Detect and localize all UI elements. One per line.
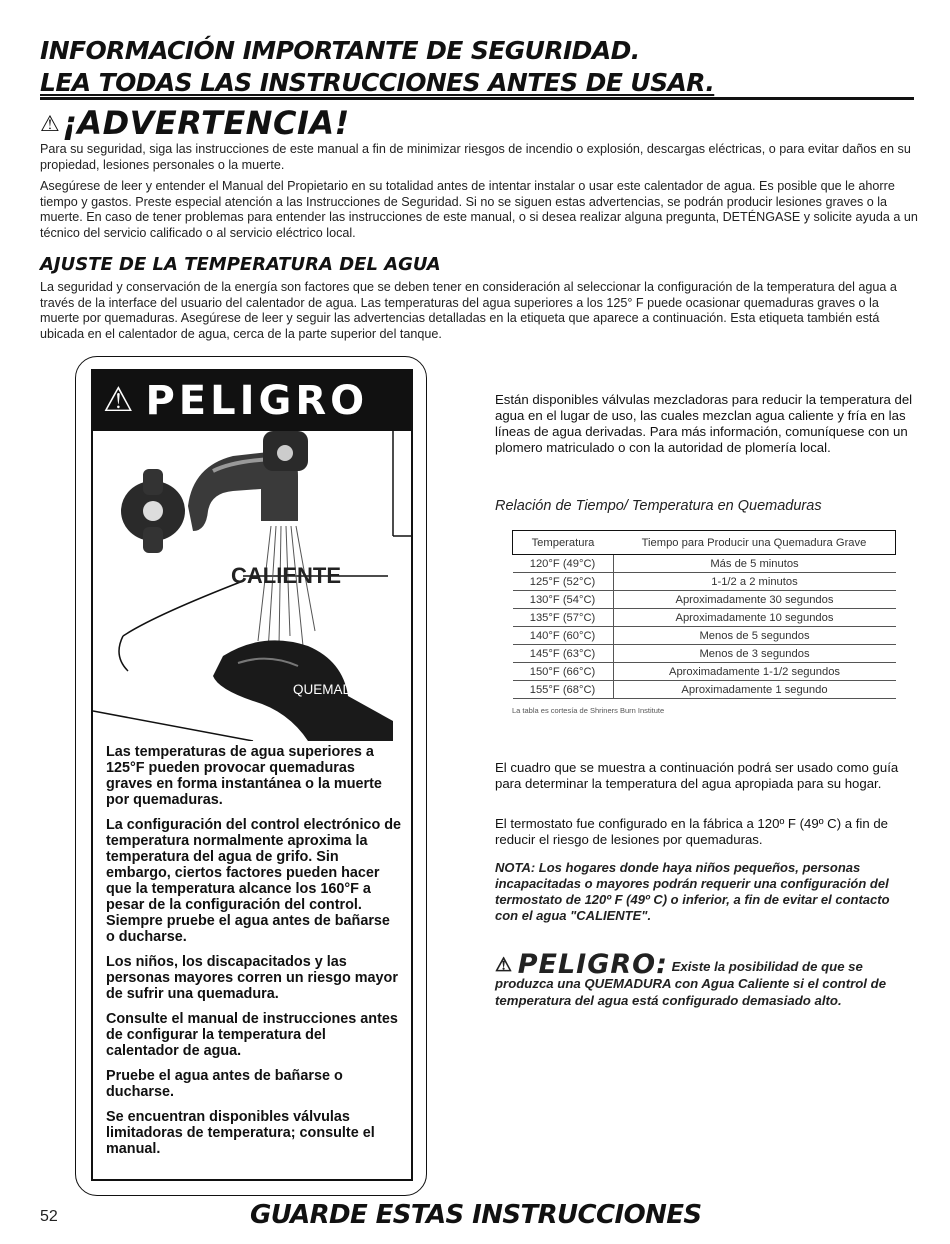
danger-triangle-icon: ⚠ [103,380,138,420]
danger-paragraph: La configuración del control electrónico de temperatura normalmente aproxima la temperatura del agua de grifo. Sin embargo, ciertos factores pueden hacer que la temperatura alcance los 160°F a pesar de la configuración del control. Siempre pruebe el agua antes de bañarse o ducharse. [106,817,402,945]
cell-temperature: 120°F (49°C) [513,555,614,573]
warning-title-text: ¡ADVERTENCIA! [62,104,350,142]
cell-time: Menos de 5 segundos [613,627,896,645]
cell-temperature: 130°F (54°C) [513,591,614,609]
footer-title: GUARDE ESTAS INSTRUCCIONES [250,1200,702,1230]
cell-time: 1-1/2 a 2 minutos [613,573,896,591]
warning-triangle-icon: ⚠ [40,112,61,137]
page-number: 52 [40,1208,58,1225]
thermostat-paragraph: El termostato fue configurado en la fábrica a 120º F (49º C) a fin de reducir el riesgo de lesiones por quemaduras. [495,816,889,847]
cell-time: Aproximadamente 1 segundo [613,681,896,699]
cell-temperature: 150°F (66°C) [513,663,614,681]
warning-title [40,104,350,147]
hot-label: CALIENTE [231,563,341,588]
cell-temperature: 125°F (52°C) [513,573,614,591]
cell-time: Menos de 3 segundos [613,645,896,663]
danger-paragraph: Las temperaturas de agua superiores a 125°F pueden provocar quemaduras graves en forma instantánea o la muerte por quemaduras. [106,744,382,808]
cell-temperature: 155°F (68°C) [513,681,614,699]
burn-time-table [512,530,896,699]
danger-paragraph: Los niños, los discapacitados y las personas mayores corren un riesgo mayor de sufrir una quemadura. [106,954,398,1002]
danger-paragraph: Consulte el manual de instrucciones antes de configurar la temperatura del calentador de agua. [106,1011,398,1059]
danger-paragraph: Se encuentran disponibles válvulas limitadoras de temperatura; consulte el manual. [106,1109,375,1157]
danger-banner [93,371,411,431]
burns-label: QUEMADURAS [293,682,390,697]
right-valve-icon [263,431,308,471]
table-title: Relación de Tiempo/ Temperatura en Quemaduras [495,498,822,514]
faucet-hand-illustration [93,431,411,741]
danger-banner-text: PELIGRO [145,378,369,424]
header-time: Tiempo para Producir una Quemadura Grave [613,531,896,555]
guide-paragraph: El cuadro que se muestra a continuación podrá ser usado como guía para determinar la temperatura del agua apropiada para su hogar. [495,760,899,791]
header-temperature: Temperatura [513,531,614,555]
table-row [513,627,896,645]
left-valve-icon [121,469,185,553]
table-row [513,555,896,573]
temperature-paragraph: La seguridad y conservación de la energía son factores que se deben tener en consideración al seleccionar la configuración de la temperatura del agua a través de la interface del usuario del calentador de agua. Las temperaturas del agua superiores a los 125° F puede ocasionar quemaduras graves o la muerte por quemaduras. Asegúrese de leer y seguir las advertencias detalladas en la etiqueta que aparece a continuación. Esta etiqueta también está ubicada en el calentador de agua, cerca de la parte superior del tanque. [40,280,897,341]
table-credit: La tabla es cortesía de Shriners Burn Institute [512,706,665,715]
table-header-row [513,531,896,555]
table-row [513,591,896,609]
danger-note-heading: PELIGRO: [517,949,668,980]
table-row [513,681,896,699]
table-row [513,645,896,663]
cell-temperature: 140°F (60°C) [513,627,614,645]
header-rule [40,97,914,100]
warning-paragraph-1: Para su seguridad, siga las instrucciones de este manual a fin de minimizar riesgos de incendio o explosión, descargas eléctricas, o para evitar daños en su propiedad, lesiones personales o la muerte. [40,142,911,172]
cell-temperature: 145°F (63°C) [513,645,614,663]
danger-text [106,744,402,1166]
table-row [513,663,896,681]
table-row [513,609,896,627]
table-row [513,573,896,591]
danger-note [495,949,915,1009]
temperature-heading: AJUSTE DE LA TEMPERATURA DEL AGUA [40,254,441,275]
cell-time: Aproximadamente 30 segundos [613,591,896,609]
note-paragraph: NOTA: Los hogares donde haya niños pequeños, personas incapacitadas o mayores podrán requerir una configuración del termostato de 120º F (49º C) o inferior, a fin de evitar el contacto con el agua "CALIENTE". [495,860,890,923]
cell-time: Aproximadamente 10 segundos [613,609,896,627]
warning-paragraph-2: Asegúrese de leer y entender el Manual del Propietario en su totalidad antes de intentar instalar o usar este calentador de agua. Es posible que le ahorre tiempo y gastos. Preste especial atención a las Instrucciones de Seguridad. Si no se siguen estas advertencias, se podrán producir lesiones graves o la muerte. En caso de tener problemas para entender las instrucciones de este manual, o si desea realizar alguna pregunta, DETÉNGASE y solicite ayuda a un técnico del servicio calificado o al servicio eléctrico local. [40,179,918,240]
mixing-valves-paragraph: Están disponibles válvulas mezcladoras para reducir la temperatura del agua en el lugar de uso, las cuales mezclan agua caliente y fría en las líneas de agua derivadas. Para más información, comuníquese con un plomero matriculado o con la autoridad de plomería local. [495,392,913,455]
danger-note-text: Existe la posibilidad de que se produzca una QUEMADURA con Agua Caliente si el control de temperatura del agua está configurado demasiado alto. [495,959,887,1008]
header-line-1: INFORMACIÓN IMPORTANTE DE SEGURIDAD. [40,36,640,65]
cell-time: Aproximadamente 1-1/2 segundos [613,663,896,681]
danger-label [91,369,413,1181]
cell-time: Más de 5 minutos [613,555,896,573]
cell-temperature: 135°F (57°C) [513,609,614,627]
danger-note-triangle-icon: ⚠ [495,955,513,976]
danger-paragraph: Pruebe el agua antes de bañarse o ducharse. [106,1068,343,1100]
header-line-2: LEA TODAS LAS INSTRUCCIONES ANTES DE USAR. [40,68,715,97]
